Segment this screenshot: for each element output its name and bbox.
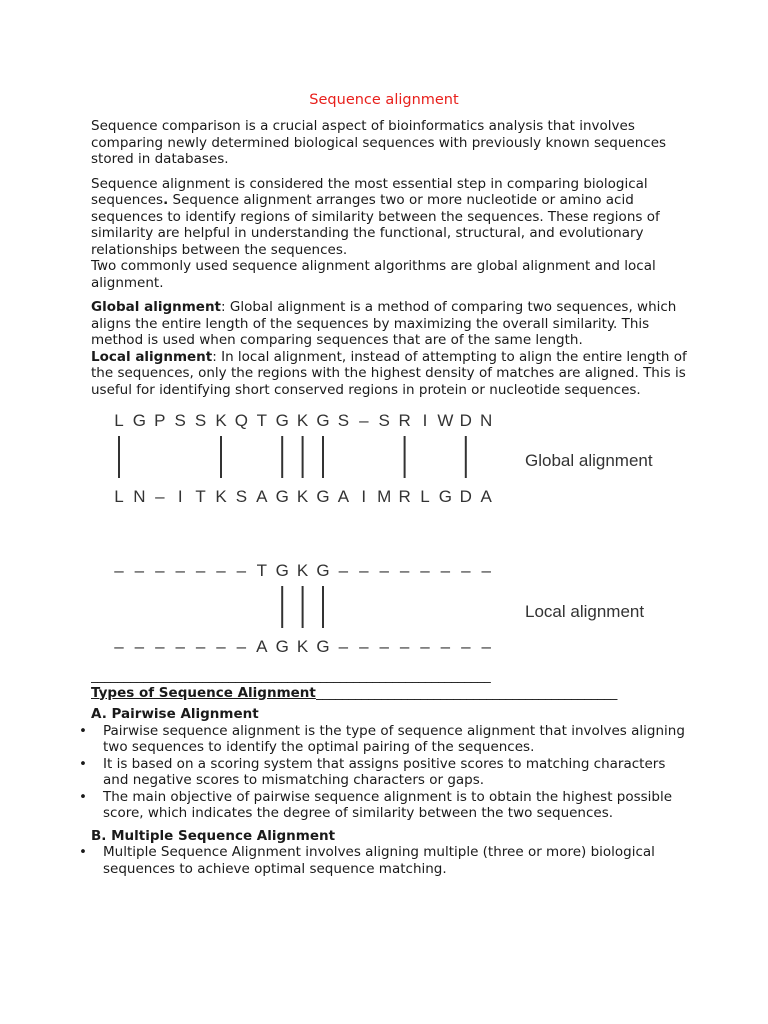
global-top-residue: W [437, 411, 454, 430]
global-bottom-residue: N [133, 487, 146, 506]
global-top-residue: R [398, 411, 411, 430]
global-bottom-residue: – [155, 487, 165, 506]
local-top-residue: – [399, 561, 410, 580]
document-body [91, 118, 691, 877]
local-bottom-residue: – [440, 637, 451, 656]
global-top-residue: N [480, 411, 493, 430]
local-top-residue: – [114, 561, 124, 580]
local-bottom-residue: G [316, 637, 330, 656]
types-heading-row [91, 684, 681, 701]
list-item: • It is based on a scoring system that assigns positive scores to matching characters and negative scores to mismatching characters or gaps. [91, 756, 691, 789]
local-bottom-residue: – [195, 637, 206, 656]
local-bottom-residue: – [481, 637, 491, 656]
local-bottom-residue: – [461, 637, 471, 656]
global-alignment-label: Global alignment [525, 451, 653, 470]
intro-paragraph-2-dot: . [163, 192, 169, 208]
types-heading: Types of Sequence Alignment [91, 684, 316, 701]
local-bottom-residue: G [275, 637, 289, 656]
local-bottom-sequence [114, 637, 491, 656]
list-item: • Multiple Sequence Alignment involves aligning multiple (three or more) biological sequences to achieve optimal sequence matching. [91, 844, 691, 877]
local-bottom-residue: – [420, 637, 430, 656]
global-bottom-residue: S [235, 487, 248, 506]
separator-rule: _____________________________________________________________ [91, 668, 491, 684]
global-top-residue: G [132, 411, 147, 430]
global-bottom-residue: I [361, 487, 367, 506]
local-bottom-residue: – [114, 637, 124, 656]
global-top-residue: G [316, 411, 330, 430]
intro-paragraph-1: Sequence comparison is a crucial aspect of bioinformatics analysis that involves comparing newly determined biological sequences with previously known sequences stored in databases. [91, 118, 667, 167]
local-bottom-residue: A [256, 637, 268, 656]
global-bottom-residue: G [438, 487, 453, 506]
intro-paragraph-3: Two commonly used sequence alignment algorithms are global alignment and local alignment. [91, 258, 656, 291]
local-match-lines [282, 586, 323, 628]
global-top-residue: L [114, 411, 124, 430]
local-bottom-residue: – [134, 637, 145, 656]
global-top-residue: S [174, 411, 186, 430]
list-item: • The main objective of pairwise sequence alignment is to obtain the highest possible score, which indicates the degree of similarity between the two sequences. [91, 789, 691, 822]
global-bottom-residue: A [256, 487, 268, 506]
list-item: • Pairwise sequence alignment is the type of sequence alignment that involves aligning two sequences to identify the optimal pairing of the sequences. [91, 723, 691, 756]
global-bottom-residue: D [459, 487, 472, 506]
global-top-residue: G [275, 411, 289, 430]
global-top-residue: S [337, 411, 350, 430]
local-bottom-residue: – [155, 637, 165, 656]
local-alignment-text: : In local alignment, instead of attempting to align the entire length of the sequences, only the regions with the highest density of matches are aligned. This is useful for identifying short conserved regions in protein or nucleotide sequences. [91, 348, 687, 398]
alignment-figure [103, 406, 683, 668]
global-top-sequence [114, 411, 492, 430]
global-bottom-sequence [114, 487, 492, 506]
local-top-residue: – [359, 561, 369, 580]
global-bottom-residue: M [377, 487, 392, 506]
local-alignment-definition [91, 349, 691, 399]
local-top-residue: – [175, 561, 185, 580]
local-bottom-residue: – [359, 637, 369, 656]
local-top-residue: – [236, 561, 247, 580]
global-top-residue: K [296, 411, 309, 430]
global-bottom-residue: L [420, 487, 430, 506]
local-top-residue: – [420, 561, 430, 580]
global-top-residue: S [378, 411, 390, 430]
multiple-heading: B. Multiple Sequence Alignment [91, 827, 336, 844]
multiple-list [91, 844, 691, 877]
global-bottom-residue: G [316, 487, 330, 506]
local-top-residue: – [155, 561, 165, 580]
global-bottom-residue: R [398, 487, 411, 506]
intro-paragraph-2-start: Sequence alignment is considered the most essential step in comparing biological sequences [91, 175, 648, 208]
local-top-residue: – [379, 561, 389, 580]
pairwise-list [91, 723, 691, 822]
global-bottom-residue: I [177, 487, 183, 506]
global-match-lines [119, 436, 466, 478]
local-bottom-residue: – [399, 637, 410, 656]
global-bottom-residue: A [337, 487, 350, 506]
local-top-residue: – [216, 561, 226, 580]
global-alignment-text: : Global alignment is a method of comparing two sequences, which aligns the entire length of the sequences by maximizing the overall similarity. This method is used when comparing sequences that are of the same length. [91, 299, 677, 348]
global-top-residue: T [256, 411, 267, 430]
global-top-residue: S [194, 411, 207, 430]
local-bottom-residue: – [338, 637, 349, 656]
local-top-residue: T [256, 561, 267, 580]
local-bottom-residue: – [236, 637, 247, 656]
local-top-residue: – [134, 561, 145, 580]
global-bottom-residue: K [215, 487, 227, 506]
local-top-residue: – [195, 561, 206, 580]
global-top-residue: Q [234, 411, 249, 430]
local-bottom-residue: – [216, 637, 226, 656]
local-top-residue: – [481, 561, 491, 580]
page-title: Sequence alignment [309, 92, 459, 108]
global-top-residue: – [359, 411, 369, 430]
local-alignment-label: Local alignment [525, 602, 645, 621]
local-top-residue: K [296, 561, 309, 580]
global-bottom-residue: G [275, 487, 289, 506]
local-top-residue: G [275, 561, 289, 580]
intro-paragraph-2 [91, 176, 691, 259]
global-top-residue: I [422, 411, 428, 430]
global-alignment-definition [91, 299, 691, 349]
intro-paragraph-2-rest: Sequence alignment arranges two or more nucleotide or amino acid sequences to identify regions of similarity between the sequences. These regions of similarity are helpful in understanding the functional, structural, and evolutionary relationships between the sequences. [91, 192, 660, 258]
global-bottom-residue: K [296, 487, 309, 506]
local-top-sequence [114, 561, 491, 580]
pairwise-heading: A. Pairwise Alignment [91, 706, 259, 722]
local-top-residue: – [440, 561, 451, 580]
global-top-residue: K [215, 411, 227, 430]
types-heading-rule: ______________________________________________ [315, 684, 618, 701]
local-alignment-term: Local alignment [91, 348, 213, 365]
global-alignment-term: Global alignment [91, 299, 222, 315]
local-bottom-residue: K [296, 637, 309, 656]
local-top-residue: – [461, 561, 471, 580]
local-bottom-residue: – [379, 637, 389, 656]
local-bottom-residue: – [175, 637, 185, 656]
local-top-residue: – [338, 561, 349, 580]
local-top-residue: G [316, 561, 330, 580]
global-top-residue: P [154, 411, 166, 430]
global-bottom-residue: T [195, 487, 206, 506]
global-top-residue: D [459, 411, 472, 430]
global-bottom-residue: L [114, 487, 124, 506]
global-bottom-residue: A [480, 487, 492, 506]
